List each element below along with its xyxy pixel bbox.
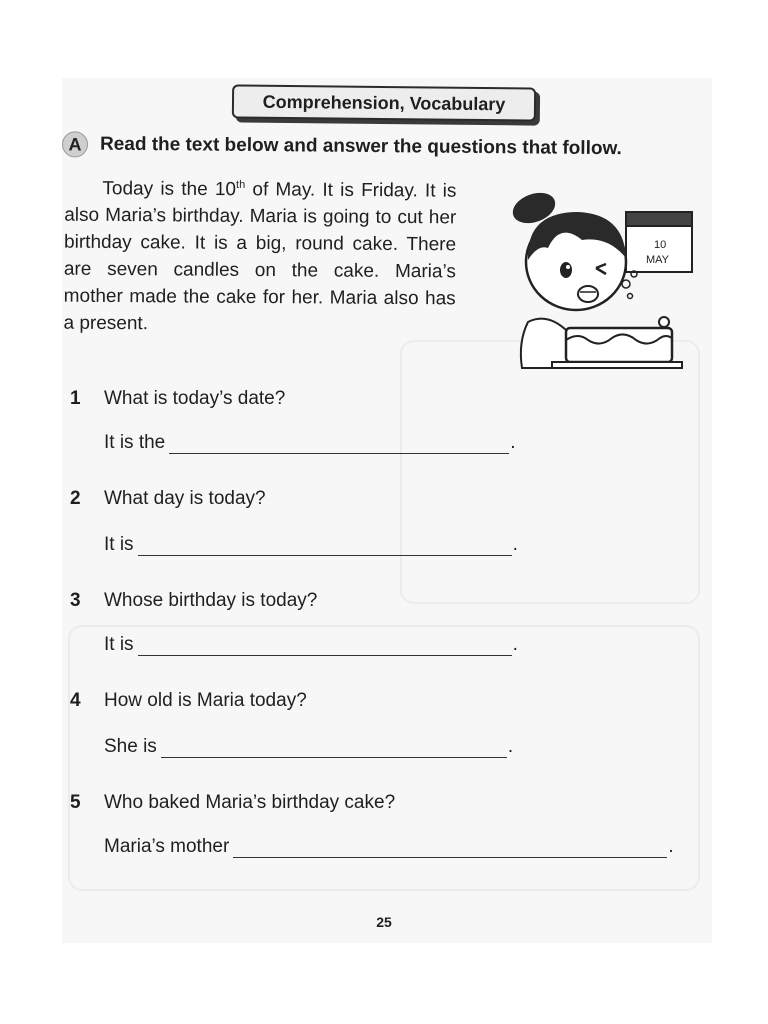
- girl-with-cake-illustration: [508, 182, 694, 372]
- answer-period: .: [507, 736, 514, 757]
- answer-1: [104, 432, 516, 454]
- answer-period: .: [512, 634, 518, 655]
- passage-body: of May. It is Friday. It is also Maria’s birthday. Maria is going to cut her birthday cake. It is a big, round cake. There are seven candles on the cake. Maria’s mother made the cake for her. Maria also has a present.: [63, 179, 457, 335]
- answer-3: [104, 634, 518, 656]
- question-text: What day is today?: [104, 488, 266, 509]
- answer-prompt: It is: [104, 534, 134, 555]
- question-5: [70, 792, 710, 814]
- answer-4: [104, 736, 513, 758]
- birthday-cake-icon: [552, 317, 682, 368]
- question-text: Whose birthday is today?: [104, 590, 318, 611]
- question-text: How old is Maria today?: [104, 690, 307, 711]
- question-text: Who baked Maria’s birthday cake?: [104, 792, 396, 813]
- answer-blank[interactable]: [138, 637, 512, 656]
- question-number: 3: [70, 590, 81, 611]
- answer-blank[interactable]: [233, 839, 667, 858]
- question-1: [70, 388, 710, 410]
- passage-ordinal-suffix: th: [236, 178, 246, 191]
- answer-2: [104, 534, 518, 556]
- answer-period: .: [512, 534, 518, 555]
- question-number: 2: [70, 488, 81, 509]
- answer-5: [104, 836, 674, 858]
- question-number: 1: [70, 388, 81, 409]
- page-number: 25: [376, 914, 392, 930]
- answer-prompt: Maria’s mother: [104, 836, 230, 857]
- question-4: [70, 690, 710, 712]
- instruction-row: [62, 131, 682, 162]
- question-3: [70, 590, 710, 612]
- question-text: What is today’s date?: [104, 388, 286, 409]
- question-number: 4: [70, 690, 81, 711]
- passage-lead: Today is the 10: [102, 178, 237, 201]
- calendar-day: 10: [654, 239, 667, 251]
- section-letter-badge: A: [62, 131, 88, 157]
- answer-blank[interactable]: [169, 435, 509, 454]
- answer-period: .: [510, 432, 516, 453]
- calendar-month: MAY: [646, 254, 670, 266]
- reading-passage: [63, 171, 456, 340]
- section-title-banner: [232, 84, 536, 121]
- answer-prompt: It is the: [104, 432, 166, 453]
- answer-prompt: She is: [104, 736, 157, 757]
- answer-blank[interactable]: [138, 537, 512, 556]
- show-through-box: [400, 340, 700, 604]
- answer-prompt: It is: [104, 634, 134, 655]
- question-number: 5: [70, 792, 81, 813]
- answer-period: .: [668, 836, 674, 857]
- section-title: Comprehension, Vocabulary: [262, 91, 506, 114]
- calendar-icon: [626, 212, 692, 272]
- question-2: [70, 488, 710, 510]
- instruction-text: Read the text below and answer the questions that follow.: [99, 133, 622, 160]
- answer-blank[interactable]: [161, 739, 507, 758]
